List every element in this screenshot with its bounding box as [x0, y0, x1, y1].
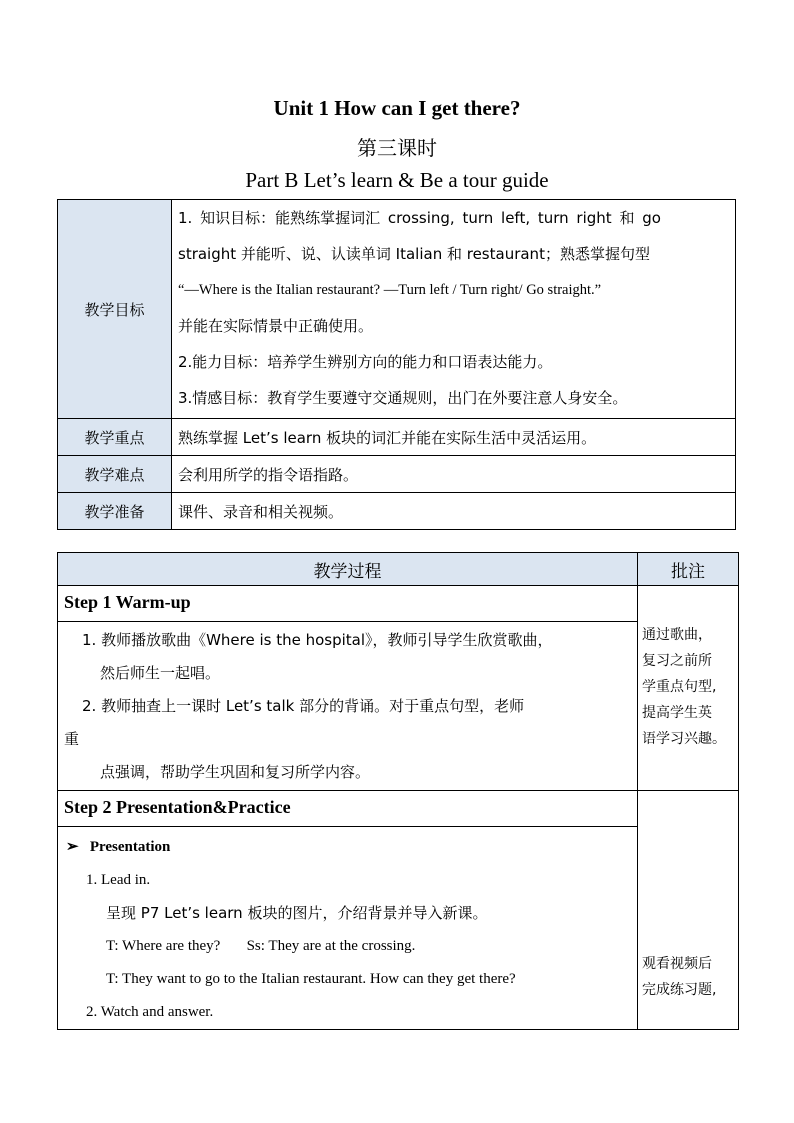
objective-line: straight 并能听、说、认读单词 Italian 和 restaurant；熟悉掌握句型: [178, 245, 650, 263]
key-points-row: [58, 419, 736, 456]
unit-title: Unit 1 How can I get there?: [273, 96, 521, 120]
step1-content: [58, 622, 638, 791]
objective-line: 并能在实际情景中正确使用。: [178, 317, 374, 335]
bullet-arrow-icon: ➢: [66, 839, 79, 855]
notes-header: 批注: [638, 553, 739, 586]
note-line: 通过歌曲，: [642, 627, 712, 643]
step2-line: 呈现 P7 Let’s learn 板块的图片，介绍背景并导入新课。: [106, 904, 488, 922]
preparation-row: [58, 493, 736, 530]
step2-line: T: They want to go to the Italian restaurant. How can they get there?: [106, 971, 516, 987]
process-header-row: [58, 553, 739, 586]
step2-line: T: Where are they? Ss: They are at the crossing.: [106, 938, 416, 954]
presentation-subtitle: Presentation: [89, 839, 171, 855]
step2-line: 1. Lead in.: [86, 872, 151, 888]
difficulties-text: 会利用所学的指令语指路。: [172, 456, 736, 493]
step2-note: [638, 791, 739, 1030]
step2-body-row: [58, 827, 739, 1030]
note-line: 提高学生英: [642, 705, 712, 721]
step2-line: 2. Watch and answer.: [86, 1004, 214, 1020]
difficulties-label: 教学难点: [58, 456, 172, 493]
teaching-process-table: [57, 552, 739, 1030]
step2-content: [58, 827, 638, 1030]
step2-title-row: [58, 791, 739, 827]
step1-line: 2. 教师抽查上一课时 Let’s talk 部分的背诵。对于重点句型，老师: [82, 697, 525, 715]
difficulties-row: [58, 456, 736, 493]
step1-title-row: [58, 586, 739, 622]
key-points-text: 熟练掌握 Let’s learn 板块的词汇并能在实际生活中灵活运用。: [172, 419, 736, 456]
note-line: 复习之前所: [642, 653, 712, 669]
note-line: 完成练习题,: [642, 982, 717, 998]
objective-line: 3.情感目标：教育学生要遵守交通规则，出门在外要注意人身安全。: [178, 389, 628, 407]
step1-title: Step 1 Warm-up: [58, 586, 638, 622]
objective-line: 1. 知识目标：能熟练掌握词汇 crossing, turn left, turn right 和 go: [178, 209, 661, 227]
step1-body-row: [58, 622, 739, 791]
step1-line: 1. 教师播放歌曲《Where is the hospital》，教师引导学生欣赏歌曲，: [82, 631, 553, 649]
presentation-heading: [64, 831, 631, 864]
step1-line: 重: [64, 730, 80, 748]
objective-line: 2.能力目标：培养学生辨别方向的能力和口语表达能力。: [178, 353, 553, 371]
objectives-label: 教学目标: [58, 200, 172, 419]
process-header: 教学过程: [58, 553, 638, 586]
preparation-text: 课件、录音和相关视频。: [172, 493, 736, 530]
lesson-info-table: [57, 199, 736, 530]
preparation-label: 教学准备: [58, 493, 172, 530]
key-points-label: 教学重点: [58, 419, 172, 456]
step2-title: Step 2 Presentation&Practice: [58, 791, 638, 827]
step1-line: 点强调，帮助学生巩固和复习所学内容。: [100, 763, 371, 781]
step1-note: [638, 586, 739, 791]
lesson-number: 第三课时: [357, 136, 437, 160]
part-title: Part B Let’s learn & Be a tour guide: [245, 168, 549, 192]
note-line: 语学习兴趣。: [642, 731, 726, 747]
objective-line: “—Where is the Italian restaurant? —Turn left / Turn right/ Go straight.”: [178, 282, 602, 298]
objectives-content: [172, 200, 736, 419]
note-line: 观看视频后: [642, 956, 712, 972]
step1-line: 然后师生一起唱。: [100, 664, 221, 682]
note-line: 学重点句型,: [642, 679, 717, 695]
objectives-row: [58, 200, 736, 419]
